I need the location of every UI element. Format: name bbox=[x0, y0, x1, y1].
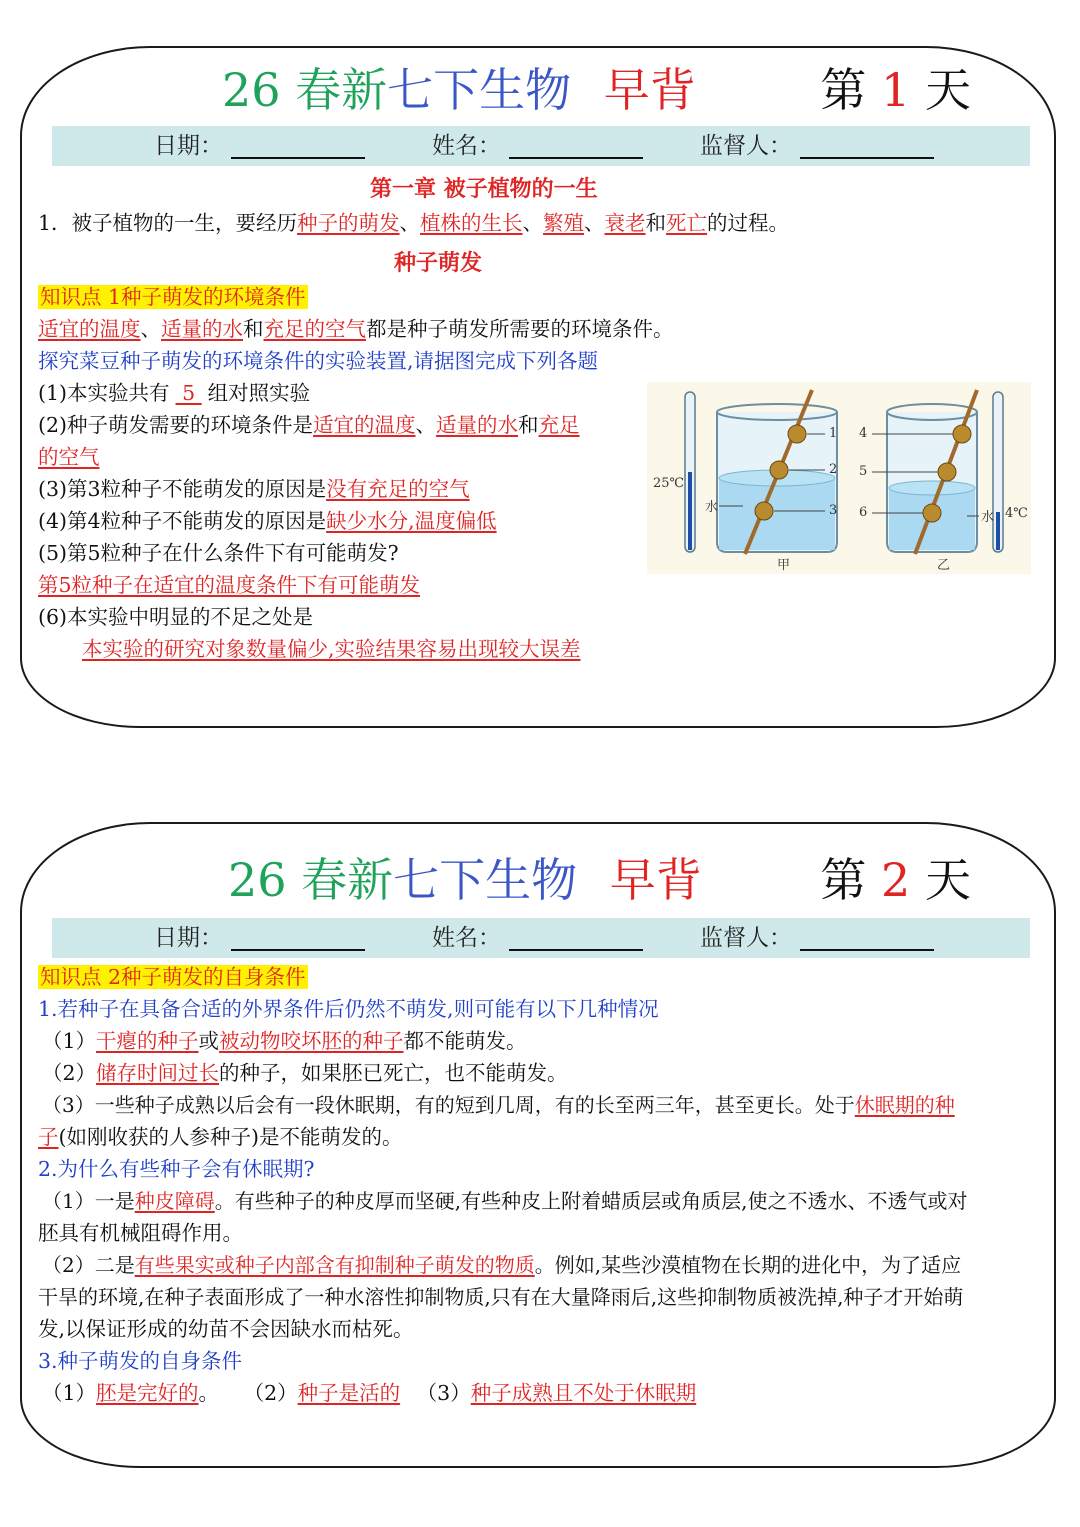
kp2-label: 知识点 2种子萌发的自身条件 bbox=[40, 965, 306, 989]
reason-2: （2）二是有些果实或种子内部含有抑制种子萌发的物质。例如,某些沙漠植物在长期的进化中，为了适应 bbox=[42, 1253, 962, 1277]
seed-6-label: 6 bbox=[859, 505, 868, 520]
supervisor-field[interactable]: 监督人： bbox=[700, 918, 934, 958]
reason-1: （1）一是种皮障碍。有些种子的种皮厚而坚硬,有些种皮上附着蜡质层或角质层,使之不透水、不透气或对 bbox=[42, 1189, 968, 1213]
reason-1-cont: 胚具有机械阻碍作用。 bbox=[38, 1221, 243, 1245]
day1-card bbox=[20, 46, 1056, 728]
day1-title: 26 春新七下生物 早背 第 1 天 bbox=[222, 63, 971, 117]
e2-line-cont: 的空气 bbox=[38, 445, 100, 469]
e6-answer: 本实验的研究对象数量偏少,实验结果容易出现较大误差 bbox=[82, 637, 581, 661]
kp1-label: 知识点 1种子萌发的环境条件 bbox=[40, 285, 306, 309]
reason-2-cont: 干旱的环境,在种子表面形成了一种水溶性抑制物质,只有在大量降雨后,这些抑制物质被洗掉,种子才开始萌 bbox=[38, 1285, 964, 1309]
beaker-jia-label: 甲 bbox=[777, 558, 791, 573]
heading-1: 1.若种子在具备合适的外界条件后仍然不萌发,则可能有以下几种情况 bbox=[38, 997, 659, 1021]
temp-left-label: 25℃ bbox=[653, 476, 685, 491]
reason-2-cont-2: 发,以保证形成的幼苗不会因缺水而枯死。 bbox=[38, 1317, 414, 1341]
beaker-yi-label: 乙 bbox=[937, 558, 951, 573]
e1-line: (1)本实验共有 5 组对照实验 bbox=[38, 381, 311, 405]
e3-line: (3)第3粒种子不能萌发的原因是没有充足的空气 bbox=[38, 477, 470, 501]
e5-answer: 第5粒种子在适宜的温度条件下有可能萌发 bbox=[38, 573, 421, 597]
q1-line: 1．被子植物的一生，要经历种子的萌发、植株的生长、繁殖、衰老和死亡的过程。 bbox=[38, 211, 790, 235]
seed-3-label: 3 bbox=[829, 503, 838, 518]
e4-line: (4)第4粒种子不能萌发的原因是缺少水分,温度偏低 bbox=[38, 509, 497, 533]
case-1: （1）干瘪的种子或被动物咬坏胚的种子都不能萌发。 bbox=[42, 1029, 527, 1053]
case-3: （3）一些种子成熟以后会有一段休眠期，有的短到几周，有的长至两三年，甚至更长。处于休眠期的种 bbox=[42, 1093, 955, 1117]
seed-1-label: 1 bbox=[829, 426, 838, 441]
seed-5-label: 5 bbox=[859, 464, 868, 479]
e6-question: (6)本实验中明显的不足之处是 bbox=[38, 605, 314, 629]
date-field[interactable]: 日期： bbox=[154, 126, 365, 166]
water-left-label: 水 bbox=[705, 500, 719, 515]
experiment-title: 探究菜豆种子萌发的环境条件的实验装置,请据图完成下列各题 bbox=[38, 349, 599, 373]
day2-title: 26 春新七下生物 早背 第 2 天 bbox=[228, 853, 971, 907]
name-field[interactable]: 姓名： bbox=[432, 126, 643, 166]
date-field[interactable]: 日期： bbox=[154, 918, 365, 958]
self-conditions: （1）胚是完好的。 （2）种子是活的 （3）种子成熟且不处于休眠期 bbox=[42, 1381, 697, 1405]
day1-info-bar bbox=[52, 126, 1030, 166]
supervisor-field[interactable]: 监督人： bbox=[700, 126, 934, 166]
section-heading: 种子萌发 bbox=[394, 250, 483, 276]
e5-question: (5)第5粒种子在什么条件下有可能萌发? bbox=[38, 541, 399, 565]
e2-line: (2)种子萌发需要的环境条件是适宜的温度、适量的水和充足 bbox=[38, 413, 580, 437]
heading-3: 3.种子萌发的自身条件 bbox=[38, 1349, 243, 1373]
case-3-cont: 子(如刚收获的人参种子)是不能萌发的。 bbox=[38, 1125, 403, 1149]
seed-4-label: 4 bbox=[859, 426, 868, 441]
heading-2: 2.为什么有些种子会有休眠期? bbox=[38, 1157, 315, 1181]
case-2: （2）储存时间过长的种子，如果胚已死亡，也不能萌发。 bbox=[42, 1061, 568, 1085]
seed-germination-figure bbox=[647, 382, 1031, 574]
temp-right-label: 4℃ bbox=[1005, 506, 1028, 521]
chapter-heading: 第一章 被子植物的一生 bbox=[370, 176, 598, 202]
seed-2-label: 2 bbox=[829, 462, 838, 477]
name-field[interactable]: 姓名： bbox=[432, 918, 643, 958]
conditions-line: 适宜的温度、适量的水和充足的空气都是种子萌发所需要的环境条件。 bbox=[38, 317, 674, 341]
day2-card bbox=[20, 822, 1056, 1468]
water-right-label: 水 bbox=[981, 510, 995, 525]
day2-info-bar bbox=[52, 918, 1030, 958]
